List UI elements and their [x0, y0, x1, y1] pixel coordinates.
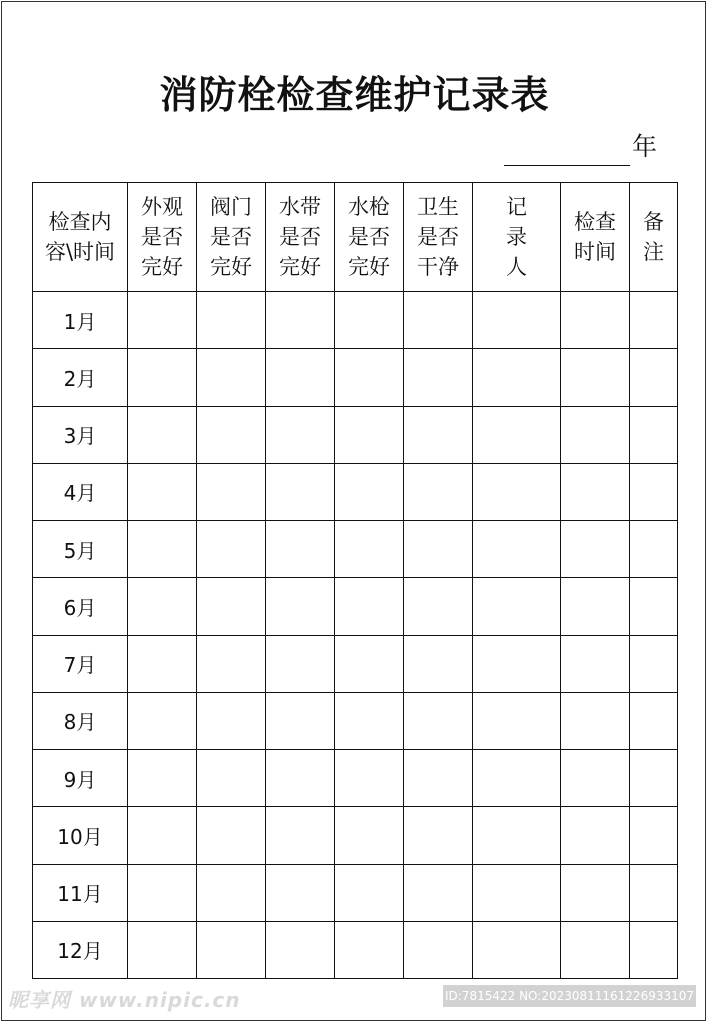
hose-cell[interactable]	[266, 750, 335, 807]
hygiene-cell[interactable]	[404, 807, 473, 864]
hose-cell[interactable]	[266, 635, 335, 692]
recorder-cell[interactable]	[473, 921, 561, 978]
appearance-cell[interactable]	[128, 635, 197, 692]
recorder-cell[interactable]	[473, 750, 561, 807]
appearance-cell[interactable]	[128, 692, 197, 749]
header-check-time: 检查 时间	[561, 183, 630, 292]
appearance-cell[interactable]	[128, 463, 197, 520]
hygiene-cell[interactable]	[404, 635, 473, 692]
nozzle-cell[interactable]	[335, 692, 404, 749]
recorder-cell[interactable]	[473, 578, 561, 635]
appearance-cell[interactable]	[128, 750, 197, 807]
hygiene-cell[interactable]	[404, 406, 473, 463]
year-fill-line[interactable]	[504, 165, 630, 166]
recorder-cell[interactable]	[473, 864, 561, 921]
check-time-cell[interactable]	[561, 578, 630, 635]
remarks-cell[interactable]	[630, 807, 678, 864]
remarks-cell[interactable]	[630, 349, 678, 406]
remarks-cell[interactable]	[630, 406, 678, 463]
check-time-cell[interactable]	[561, 807, 630, 864]
recorder-cell[interactable]	[473, 349, 561, 406]
hose-cell[interactable]	[266, 578, 335, 635]
table-row	[33, 406, 678, 463]
month-label: 1月	[33, 292, 128, 349]
recorder-cell[interactable]	[473, 692, 561, 749]
appearance-cell[interactable]	[128, 292, 197, 349]
table-row	[33, 292, 678, 349]
recorder-cell[interactable]	[473, 807, 561, 864]
hose-cell[interactable]	[266, 807, 335, 864]
nozzle-cell[interactable]	[335, 635, 404, 692]
table-row	[33, 463, 678, 520]
remarks-cell[interactable]	[630, 292, 678, 349]
table-row	[33, 521, 678, 578]
check-time-cell[interactable]	[561, 521, 630, 578]
month-label: 12月	[33, 921, 128, 978]
check-time-cell[interactable]	[561, 406, 630, 463]
valve-cell[interactable]	[197, 692, 266, 749]
nozzle-cell[interactable]	[335, 521, 404, 578]
valve-cell[interactable]	[197, 463, 266, 520]
remarks-cell[interactable]	[630, 692, 678, 749]
recorder-cell[interactable]	[473, 521, 561, 578]
valve-cell[interactable]	[197, 807, 266, 864]
check-time-cell[interactable]	[561, 692, 630, 749]
month-label: 2月	[33, 349, 128, 406]
remarks-cell[interactable]	[630, 635, 678, 692]
month-label: 7月	[33, 635, 128, 692]
month-label: 11月	[33, 864, 128, 921]
hose-cell[interactable]	[266, 406, 335, 463]
hose-cell[interactable]	[266, 463, 335, 520]
hygiene-cell[interactable]	[404, 349, 473, 406]
appearance-cell[interactable]	[128, 349, 197, 406]
page-title: 消防栓检查维护记录表	[159, 72, 550, 117]
hygiene-cell[interactable]	[404, 292, 473, 349]
valve-cell[interactable]	[197, 921, 266, 978]
header-valve: 阀门 是否 完好	[197, 183, 266, 292]
header-remarks: 备 注	[630, 183, 678, 292]
nozzle-cell[interactable]	[335, 349, 404, 406]
nozzle-cell[interactable]	[335, 463, 404, 520]
recorder-cell[interactable]	[473, 292, 561, 349]
month-label: 8月	[33, 692, 128, 749]
table-row	[33, 807, 678, 864]
year-label: 年	[632, 132, 658, 161]
appearance-cell[interactable]	[128, 807, 197, 864]
hygiene-cell[interactable]	[404, 463, 473, 520]
check-time-cell[interactable]	[561, 750, 630, 807]
header-appearance: 外观 是否 完好	[128, 183, 197, 292]
header-hose: 水带 是否 完好	[266, 183, 335, 292]
hygiene-cell[interactable]	[404, 750, 473, 807]
recorder-cell[interactable]	[473, 635, 561, 692]
month-label: 9月	[33, 750, 128, 807]
header-row	[33, 183, 678, 292]
hygiene-cell[interactable]	[404, 578, 473, 635]
month-label: 5月	[33, 521, 128, 578]
remarks-cell[interactable]	[630, 463, 678, 520]
check-time-cell[interactable]	[561, 292, 630, 349]
check-time-cell[interactable]	[561, 463, 630, 520]
nozzle-cell[interactable]	[335, 406, 404, 463]
remarks-cell[interactable]	[630, 578, 678, 635]
valve-cell[interactable]	[197, 750, 266, 807]
check-time-cell[interactable]	[561, 635, 630, 692]
valve-cell[interactable]	[197, 292, 266, 349]
appearance-cell[interactable]	[128, 521, 197, 578]
nozzle-cell[interactable]	[335, 807, 404, 864]
appearance-cell[interactable]	[128, 921, 197, 978]
remarks-cell[interactable]	[630, 864, 678, 921]
nozzle-cell[interactable]	[335, 921, 404, 978]
appearance-cell[interactable]	[128, 578, 197, 635]
month-label: 4月	[33, 463, 128, 520]
remarks-cell[interactable]	[630, 521, 678, 578]
recorder-cell[interactable]	[473, 406, 561, 463]
hose-cell[interactable]	[266, 349, 335, 406]
table-row	[33, 578, 678, 635]
table-row	[33, 635, 678, 692]
valve-cell[interactable]	[197, 578, 266, 635]
valve-cell[interactable]	[197, 521, 266, 578]
header-nozzle: 水枪 是否 完好	[335, 183, 404, 292]
hose-cell[interactable]	[266, 921, 335, 978]
appearance-cell[interactable]	[128, 406, 197, 463]
table-row	[33, 349, 678, 406]
hygiene-cell[interactable]	[404, 864, 473, 921]
watermark-logo: 昵享网 www.nipic.cn	[8, 988, 241, 1012]
hose-cell[interactable]	[266, 692, 335, 749]
table-row	[33, 864, 678, 921]
recorder-cell[interactable]	[473, 463, 561, 520]
watermark-id: ID:7815422 NO:20230811161226933107	[443, 985, 696, 1007]
inspection-table	[32, 182, 678, 979]
header-content-time: 检查内 容\时间	[33, 183, 128, 292]
header-recorder: 记 录 人	[473, 183, 561, 292]
valve-cell[interactable]	[197, 349, 266, 406]
nozzle-cell[interactable]	[335, 292, 404, 349]
check-time-cell[interactable]	[561, 864, 630, 921]
month-label: 6月	[33, 578, 128, 635]
check-time-cell[interactable]	[561, 349, 630, 406]
nozzle-cell[interactable]	[335, 750, 404, 807]
valve-cell[interactable]	[197, 406, 266, 463]
valve-cell[interactable]	[197, 635, 266, 692]
month-label: 3月	[33, 406, 128, 463]
table-row	[33, 750, 678, 807]
table-row	[33, 921, 678, 978]
appearance-cell[interactable]	[128, 864, 197, 921]
hygiene-cell[interactable]	[404, 692, 473, 749]
header-hygiene: 卫生 是否 干净	[404, 183, 473, 292]
remarks-cell[interactable]	[630, 921, 678, 978]
hose-cell[interactable]	[266, 292, 335, 349]
remarks-cell[interactable]	[630, 750, 678, 807]
hygiene-cell[interactable]	[404, 921, 473, 978]
nozzle-cell[interactable]	[335, 864, 404, 921]
nozzle-cell[interactable]	[335, 578, 404, 635]
valve-cell[interactable]	[197, 864, 266, 921]
month-label: 10月	[33, 807, 128, 864]
hygiene-cell[interactable]	[404, 521, 473, 578]
check-time-cell[interactable]	[561, 921, 630, 978]
hose-cell[interactable]	[266, 521, 335, 578]
hose-cell[interactable]	[266, 864, 335, 921]
table-row	[33, 692, 678, 749]
